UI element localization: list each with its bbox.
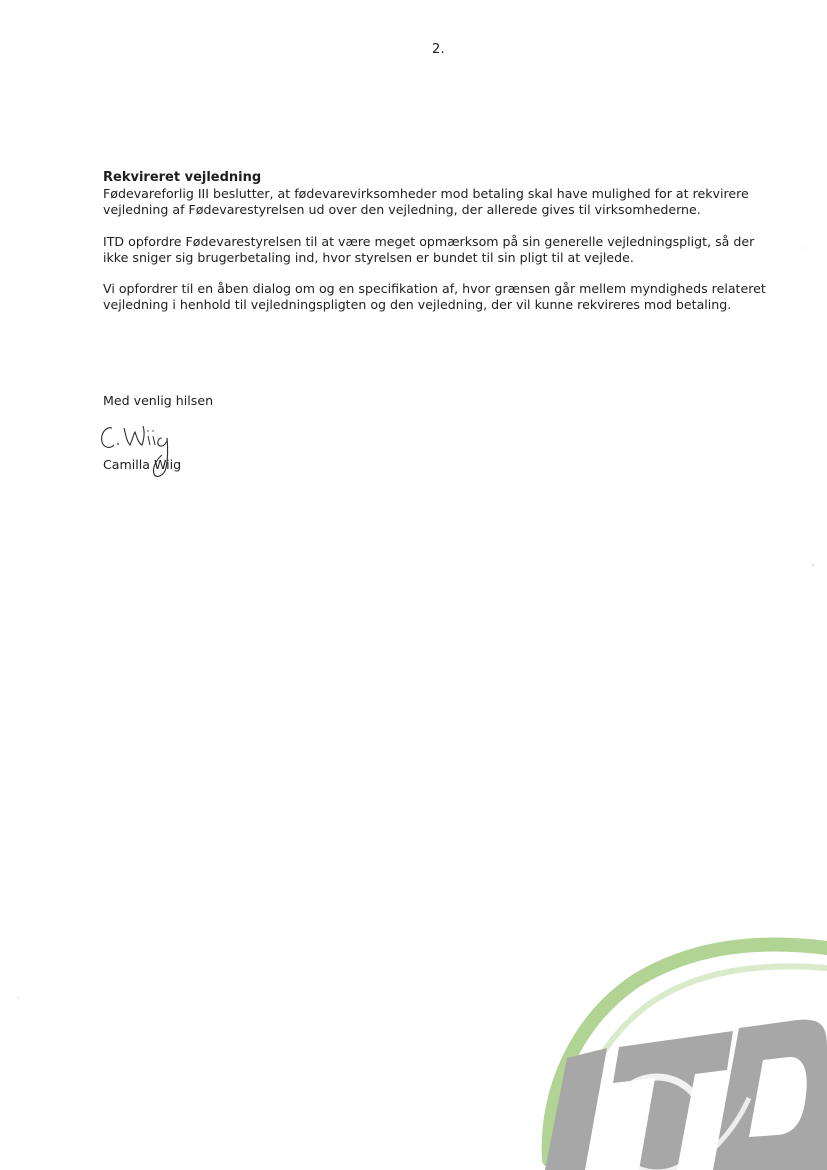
handwritten-signature <box>96 418 196 484</box>
letter-body <box>103 170 775 328</box>
paragraph-2: ITD opfordre Fødevarestyrelsen til at være meget opmærksom på sin generelle vejledningspligt, så der ikke sniger sig brugerbetaling ind, hvor styrelsen er bundet til sin pligt til at vejlede. <box>103 233 755 265</box>
paragraph-3: Vi opfordrer til en åben dialog om og en specifikation af, hvor grænsen går mellem myndigheds relateret vejledning i henhold til vejledningspligten og den vejledning, der vil kunne rekvireres mod betaling. <box>103 281 766 313</box>
section-heading: Rekvireret vejledning <box>103 170 262 185</box>
signer-name: Camilla Wiig <box>103 457 182 472</box>
itd-logo <box>527 920 827 1170</box>
page-number: 2. <box>431 42 445 57</box>
paragraph-1: Fødevareforlig III beslutter, at fødevarevirksomheder mod betaling skal have mulighed for at rekvirere vejledning af Fødevarestyrelsen ud over den vejledning, der allerede gives til virksomhederne. <box>103 186 749 218</box>
closing-greeting: Med venlig hilsen <box>103 393 214 408</box>
